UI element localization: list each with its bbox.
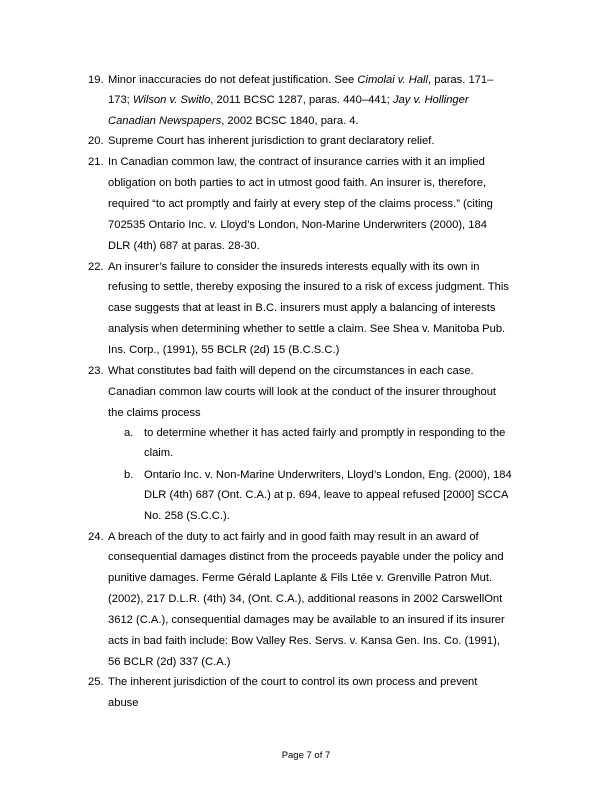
text-line [108,672,477,693]
text-line [144,443,505,464]
text-line [108,257,509,278]
text-run: refusing to settle, thereby exposing the insured to a risk of excess judgment. This [108,281,509,294]
text-run: Ins. Corp., (1991), 55 BCLR (2d) 15 (B.C.S.C.) [108,344,340,357]
paragraph-text [108,672,477,714]
case-citation-italic: Wilson v. Switlo [132,94,211,107]
text-line [108,111,493,132]
text-run: obligation on both parties to act in utmost good faith. An insurer is, therefore, [108,176,487,189]
case-citation-italic: Cimolai v. Hall [357,73,429,86]
page-footer: Page 7 of 7 [281,750,331,761]
text-line [108,589,505,610]
text-line [108,361,496,382]
text-line [108,610,505,631]
text-run: , 2002 BCSC 1840, para. 4. [221,115,359,128]
paragraph-number: 25. [88,676,104,688]
text-line [108,173,493,194]
text-line [108,319,509,340]
text-line [108,298,509,319]
text-line [108,340,509,361]
text-line [108,90,493,111]
text-line [108,382,496,403]
text-run: (2002), 217 D.L.R. (4th) 34, (Ont. C.A.), additional reasons in 2002 CarswellOnt [108,593,503,606]
text-line [108,215,493,236]
text-line [108,131,434,152]
text-run: Minor inaccuracies do not defeat justification. See [108,73,358,86]
subparagraph-letter: a. [124,426,134,439]
text-run: acts in bad faith include: Bow Valley Res. Servs. v. Kansa Gen. Ins. Co. (1991), [108,634,500,647]
text-run: The inherent jurisdiction of the court to control its own process and prevent [108,676,478,688]
text-run: Canadian common law courts will look at the conduct of the insurer throughout [108,385,497,398]
text-run: No. 258 (S.C.C.). [144,510,230,523]
subparagraph-letter: b. [124,468,134,481]
text-run: Ontario Inc. v. Non-Marine Underwriters, Lloyd’s London, Eng. (2000), 184 [144,468,512,481]
text-run: abuse [108,696,139,709]
text-run: DLR (4th) 687 at paras. 28-30. [108,239,260,252]
paragraph-text [108,527,505,673]
text-run: DLR (4th) 687 (Ont. C.A.) at p. 694, leave to appeal refused [2000] SCCA [144,489,509,502]
paragraph-text [108,257,509,361]
paragraph-number: 20. [88,135,104,147]
paragraph-number: 22. [88,260,104,273]
text-run: to determine whether it has acted fairly and promptly in responding to the [144,426,506,439]
paragraph-number: 23. [88,365,104,377]
text-run: Supreme Court has inherent jurisdiction to grant declaratory relief. [108,135,435,147]
paragraph-number: 24. [88,530,104,543]
text-run: , paras. 171– [428,73,494,86]
paragraph-text [108,70,493,133]
text-run: 702535 Ontario Inc. v. Lloyd’s London, Non-Marine Underwriters (2000), 184 [108,218,487,231]
text-line [108,236,493,257]
paragraph-text [108,361,496,424]
text-run: A breach of the duty to act fairly and in good faith may result in an award of [108,530,479,543]
text-run: punitive damages. Ferme Gérald Laplante & Fils Ltée v. Grenville Patron Mut. [108,572,493,585]
text-line [108,277,509,298]
text-run: claim. [144,447,174,460]
subparagraph-text [144,423,505,465]
text-run: case suggests that at least in B.C. insurers must apply a balancing of interests [108,302,496,315]
text-line [144,485,512,506]
text-run: 173; [108,94,133,107]
text-line [144,465,512,486]
paragraph-number: 19. [88,73,104,86]
text-run: the claims process [108,406,201,419]
text-line [108,568,505,589]
paragraph-text [108,152,493,256]
text-line [108,527,505,548]
text-line [108,70,493,91]
case-citation-italic: Canadian Newspapers [108,115,222,128]
text-line [144,423,505,444]
text-run: required “to act promptly and fairly at every step of the claims process.” (citing [108,197,493,210]
text-line [108,403,496,424]
case-citation-italic: Jay v. Hollinger [392,94,469,107]
subparagraph-text [144,465,512,528]
text-line [108,631,505,652]
paragraph-text [108,131,434,152]
text-line [108,693,477,714]
text-run: An insurer’s failure to consider the insureds interests equally with its own in [108,260,480,273]
text-line [108,652,505,673]
text-run: 3612 (C.A.), consequential damages may be available to an insured if its insurer [108,614,505,627]
text-run: What constitutes bad faith will depend on the circumstances in each case. [108,365,474,377]
text-line [144,506,512,527]
text-run: consequential damages distinct from the proceeds payable under the policy and [108,551,504,564]
paragraph-number: 21. [88,156,104,168]
text-run: 56 BCLR (2d) 337 (C.A.) [108,655,231,668]
text-line [108,547,505,568]
text-line [108,152,493,173]
text-run: In Canadian common law, the contract of insurance carries with it an implied [108,156,485,168]
text-line [108,194,493,215]
text-run: analysis when determining whether to settle a claim. See Shea v. Manitoba Pub. [108,323,506,336]
text-run: , 2011 BCSC 1287, paras. 440–441; [210,94,393,107]
